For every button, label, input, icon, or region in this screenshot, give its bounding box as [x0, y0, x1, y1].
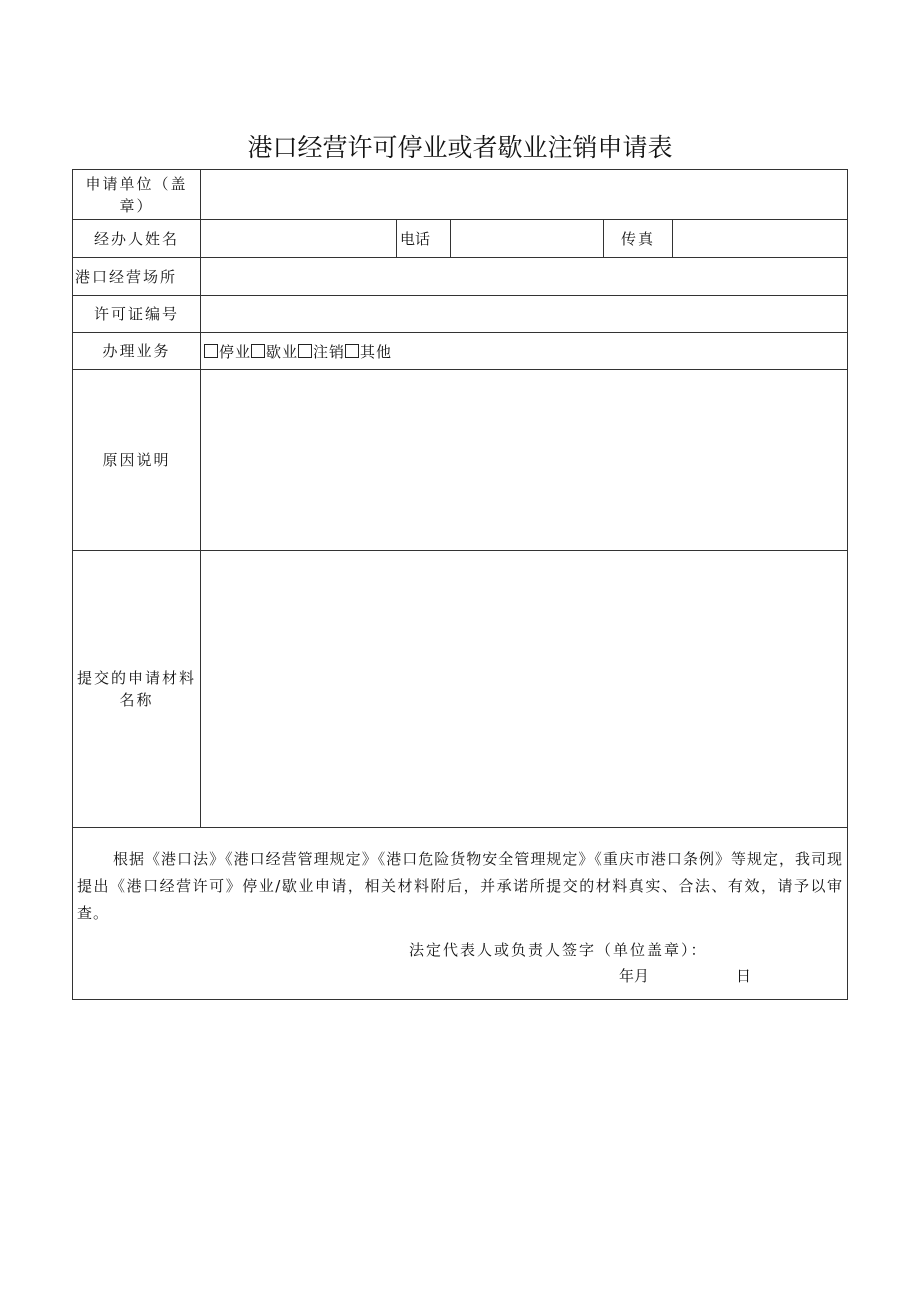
materials-field[interactable] [201, 551, 848, 828]
option-other[interactable]: 其他 [345, 343, 392, 361]
handler-row [73, 220, 848, 258]
fax-field[interactable] [673, 220, 848, 258]
handler-label: 经办人姓名 [73, 220, 201, 258]
business-row [73, 333, 848, 370]
license-field[interactable] [201, 296, 848, 333]
materials-label: 提交的申请材料名称 [73, 551, 201, 828]
checkbox-close[interactable] [251, 344, 265, 358]
form-title: 港口经营许可停业或者歇业注销申请表 [247, 133, 673, 162]
date-day: 日 [736, 967, 752, 985]
applicant-row [73, 170, 848, 220]
site-field[interactable] [201, 258, 848, 296]
site-label: 港口经营场所 [73, 258, 201, 296]
option-close[interactable]: 歇业 [251, 343, 298, 361]
statement-row [73, 828, 848, 1000]
date-year-month: 年月 [619, 967, 650, 985]
fax-label: 传真 [604, 220, 673, 258]
applicant-field[interactable] [201, 170, 848, 220]
materials-row [73, 551, 848, 828]
checkbox-other[interactable] [345, 344, 359, 358]
option-suspend[interactable]: 停业 [204, 343, 251, 361]
phone-label: 电话 [397, 220, 451, 258]
handler-name-field[interactable] [201, 220, 397, 258]
checkbox-cancel[interactable] [298, 344, 312, 358]
site-row [73, 258, 848, 296]
statement-block [73, 828, 847, 999]
applicant-label: 申请单位（盖章） [73, 170, 201, 220]
application-form-table [72, 169, 848, 1000]
business-options [201, 333, 848, 370]
reason-field[interactable] [201, 370, 848, 551]
option-cancel[interactable]: 注销 [298, 343, 345, 361]
reason-label: 原因说明 [73, 370, 201, 551]
license-label: 许可证编号 [73, 296, 201, 333]
reason-row [73, 370, 848, 551]
license-row [73, 296, 848, 333]
signature-label: 法定代表人或负责人签字（单位盖章）： [409, 941, 708, 959]
statement-text: 根据《港口法》《港口经营管理规定》《港口危险货物安全管理规定》《重庆市港口条例》等规定，我司现提出《港口经营许可》停业/歇业申请，相关材料附后，并承诺所提交的材料真实、合法、有效，请予以审查。 [77, 850, 844, 922]
business-label: 办理业务 [73, 333, 201, 370]
phone-field[interactable] [451, 220, 604, 258]
checkbox-suspend[interactable] [204, 344, 218, 358]
